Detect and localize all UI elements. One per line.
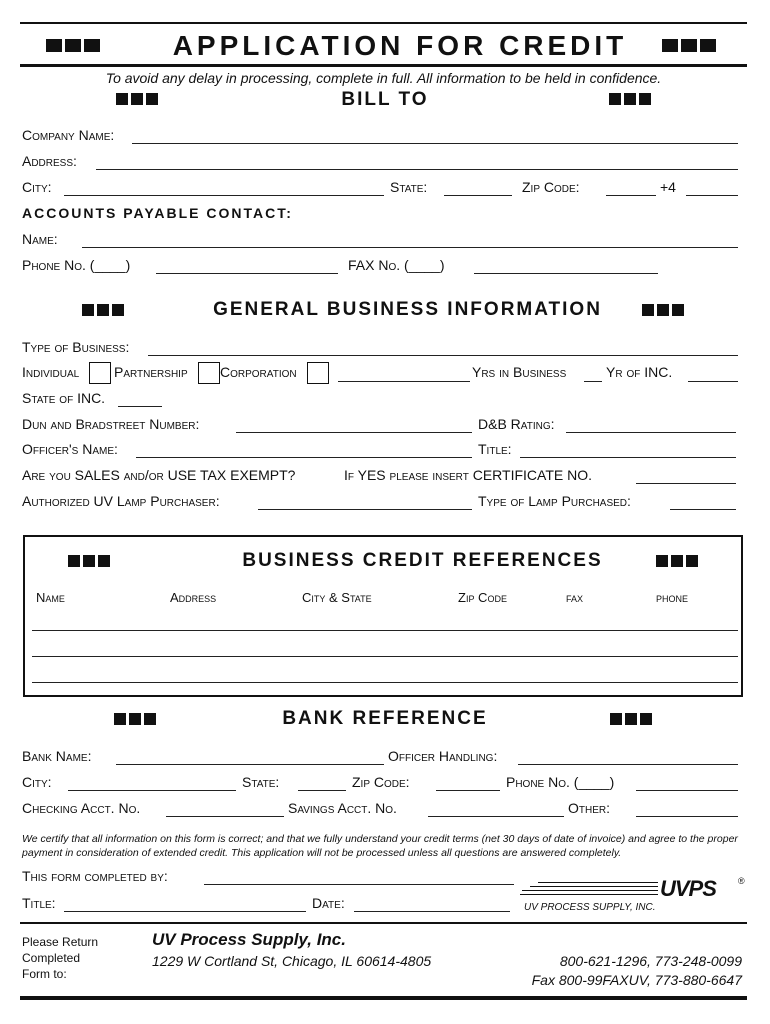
credit-references-heading: BUSINESS CREDIT REFERENCES [242,550,603,571]
bank-reference-heading: BANK REFERENCE [282,708,488,729]
bill-to-heading: BILL TO [341,89,429,110]
dun-field[interactable] [236,432,472,433]
general-right-squares [642,304,687,316]
bank-phone-label: Phone No. (____) [506,774,615,790]
certification-text: We certify that all information on this form is correct; and that we fully understand your credit terms (net 30 days of date of invoice) and agree to the proper payment in consideration of extended credit. This application will not be processed unless all questions are answered completely. [22,833,738,859]
return-line-3: Form to: [22,967,67,981]
logo-registered: ® [738,876,745,886]
checking-label: Checking Acct. No. [22,800,141,816]
top-rule [20,22,747,24]
officer-title-label: Title: [478,441,512,457]
plus4-field[interactable] [686,195,738,196]
footer-address: 1229 W Cortland St, Chicago, IL 60614-4805 [152,953,432,969]
bank-state-label: State: [242,774,280,790]
logo-tagline: UV PROCESS SUPPLY, INC. [524,902,656,913]
individual-checkbox[interactable] [89,362,111,384]
company-name-label: Company Name: [22,127,115,143]
sign-title-label: Title: [22,895,56,911]
uvps-logo [520,876,746,916]
city-label: City: [22,179,52,195]
lamp-type-label: Type of Lamp Purchased: [478,493,631,509]
business-type-field[interactable] [148,355,738,356]
footer-company: UV Process Supply, Inc. [152,930,346,949]
officer-handling-field[interactable] [518,764,738,765]
savings-field[interactable] [428,816,564,817]
yrs-in-business-field[interactable] [338,381,470,382]
authorized-label: Authorized UV Lamp Purchaser: [22,493,220,509]
header-left-squares [46,39,103,52]
bank-city-field[interactable] [68,790,236,791]
general-heading: GENERAL BUSINESS INFORMATION [213,299,602,320]
billto-right-squares [609,93,654,105]
bank-zip-field[interactable] [436,790,500,791]
dun-label: Dun and Bradstreet Number: [22,416,200,432]
checking-field[interactable] [166,816,284,817]
other-label: Other: [568,800,611,816]
return-line-1: Please Return [22,935,99,949]
header-right-squares [662,39,719,52]
col-zip: Zip Code [458,590,507,605]
bank-right-squares [610,713,655,725]
credit-ref-row-1[interactable] [32,630,738,631]
col-city-state: City & State [302,590,372,605]
partnership-checkbox[interactable] [198,362,220,384]
bank-name-field[interactable] [116,764,384,765]
address-label: Address: [22,153,77,169]
officer-name-field[interactable] [136,457,472,458]
general-left-squares [82,304,127,316]
state-field[interactable] [444,195,512,196]
bank-zip-label: Zip Code: [352,774,410,790]
col-address: Address [170,590,217,605]
bank-phone-field[interactable] [636,790,738,791]
phone-field[interactable] [156,273,338,274]
bank-name-label: Bank Name: [22,748,92,764]
state-inc-field[interactable] [118,406,162,407]
zip-field[interactable] [606,195,656,196]
ap-contact-heading: ACCOUNTS PAYABLE CONTACT: [22,205,293,221]
state-label: State: [390,179,428,195]
bank-left-squares [114,713,159,725]
sign-date-label: Date: [312,895,345,911]
bottom-rule [20,996,747,1000]
bank-city-label: City: [22,774,52,790]
yr-inc-field[interactable] [688,381,738,382]
sign-title-field[interactable] [64,911,306,912]
completed-by-field[interactable] [204,884,514,885]
contact-name-field[interactable] [82,247,738,248]
sign-date-field[interactable] [354,911,510,912]
credit-ref-row-3[interactable] [32,682,738,683]
bank-state-field[interactable] [298,790,346,791]
partnership-label: Partnership [114,364,188,380]
state-inc-label: State of INC. [22,390,106,406]
return-line-2: Completed [22,951,81,965]
yrs-field-2[interactable] [584,381,602,382]
yr-inc-label: Yr of INC. [606,364,673,380]
tax-exempt-label: Are you SALES and/or USE TAX EXEMPT? [22,467,296,483]
if-yes-label: If YES please insert CERTIFICATE NO. [344,467,592,483]
business-type-label: Type of Business: [22,339,130,355]
fax-label: FAX No. (____) [348,257,445,273]
col-phone: phone [656,590,689,605]
footer-phones: 800-621-1296, 773-248-0099 [559,953,742,969]
savings-label: Savings Acct. No. [288,800,397,816]
logo-wordmark: UVPS [660,876,716,901]
col-fax: fax [566,590,584,605]
plus4-label: +4 [660,179,676,195]
authorized-field[interactable] [258,509,472,510]
subtitle: To avoid any delay in processing, complete in full. All information to be held in confidence. [105,70,662,86]
footer-rule [20,922,747,924]
city-field[interactable] [64,195,384,196]
officer-name-label: Officer's Name: [22,441,118,457]
page-title: APPLICATION FOR CREDIT [172,30,628,61]
corporation-checkbox[interactable] [307,362,329,384]
other-field[interactable] [636,816,738,817]
contact-name-label: Name: [22,231,58,247]
billto-left-squares [116,93,161,105]
credit-left-squares [68,555,113,567]
certificate-field[interactable] [636,483,736,484]
col-name: Name [36,590,65,605]
officer-handling-label: Officer Handling: [388,748,498,764]
address-field[interactable] [96,169,738,170]
db-rating-field[interactable] [566,432,736,433]
credit-ref-row-2[interactable] [32,656,738,657]
db-rating-label: D&B Rating: [478,416,555,432]
fax-field[interactable] [474,273,658,274]
title-rule [20,64,747,67]
credit-right-squares [656,555,701,567]
phone-label: Phone No. (____) [22,257,131,273]
lamp-type-field[interactable] [670,509,736,510]
yrs-in-business-label: Yrs in Business [472,364,567,380]
zip-label: Zip Code: [522,179,580,195]
completed-by-label: This form completed by: [22,868,168,884]
company-name-field[interactable] [132,143,738,144]
individual-label: Individual [22,364,80,380]
officer-title-field[interactable] [520,457,736,458]
footer-fax: Fax 800-99FAXUV, 773-880-6647 [531,972,742,988]
corporation-label: Corporation [220,364,297,380]
